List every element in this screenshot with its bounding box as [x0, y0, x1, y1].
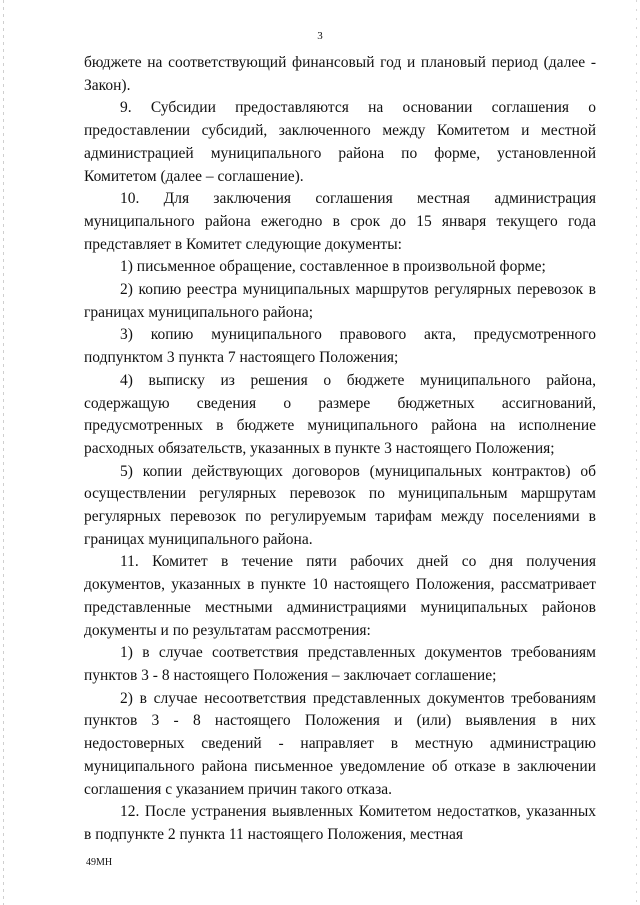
paragraph-clause-11: 11. Комитет в течение пяти рабочих дней со дня получения документов, указанных в пункте 10 настоящего Положения, рассматривает представленные местными администрациями муниципальных районов документы и по результатам рассмотрения: — [84, 553, 596, 639]
list-item-10-5: 5) копии действующих договоров (муниципальных контрактов) об осуществлении регулярных перевозок по муниципальным маршрутам регулярных перевозок по регулируемым тарифам между поселениями в границах муниципального района. — [84, 462, 596, 548]
list-item-10-3: 3) копию муниципального правового акта, предусмотренного подпунктом 3 пункта 7 настоящего Положения; — [84, 326, 596, 367]
paragraph-clause-10: 10. Для заключения соглашения местная администрация муниципального района ежегодно в срок до 15 января текущего года представляет в Комитет следующие документы: — [84, 190, 596, 253]
scan-edge-right — [636, 0, 637, 905]
page-number: 3 — [317, 30, 323, 42]
scan-edge-left — [3, 0, 4, 905]
list-item-10-2: 2) копию реестра муниципальных маршрутов регулярных перевозок в границах муниципального района; — [84, 281, 596, 321]
list-item-11-2: 2) в случае несоответствия представленных документов требованиям пунктов 3 - 8 настоящего Положения и (или) выявления в них недостоверных сведений - направляет в местную администрацию муниципального района письменное уведомление об отказе в заключении соглашения с указанием причин такого отказа. — [84, 689, 596, 798]
list-item-10-1: 1) письменное обращение, составленное в произвольной форме; — [120, 258, 546, 276]
paragraph-clause-12: 12. После устранения выявленных Комитетом недостатков, указанных в подпункте 2 пункта 11 настоящего Положения, местная — [84, 803, 596, 843]
document-body — [84, 52, 596, 847]
list-item-11-1: 1) в случае соответствия представленных документов требованиям пунктов 3 - 8 настоящего Положения – заключает соглашение; — [84, 644, 596, 684]
paragraph-clause-9: 9. Субсидии предоставляются на основании соглашения о предоставлении субсидий, заключенного между Комитетом и местной администрацией муниципального района по форме, установленной Комитетом (далее – соглашение). — [84, 99, 596, 185]
list-item-10-4: 4) выписку из решения о бюджете муниципального района, содержащую сведения о размере бюджетных ассигнований, предусмотренных в бюджете муниципального района на исполнение расходных обязательств, указанных в пункте 3 настоящего Положения; — [84, 371, 596, 457]
footer-document-code: 49МН — [86, 857, 113, 868]
paragraph-continuation: бюджете на соответствующий финансовый год и плановый период (далее - Закон). — [84, 54, 596, 94]
